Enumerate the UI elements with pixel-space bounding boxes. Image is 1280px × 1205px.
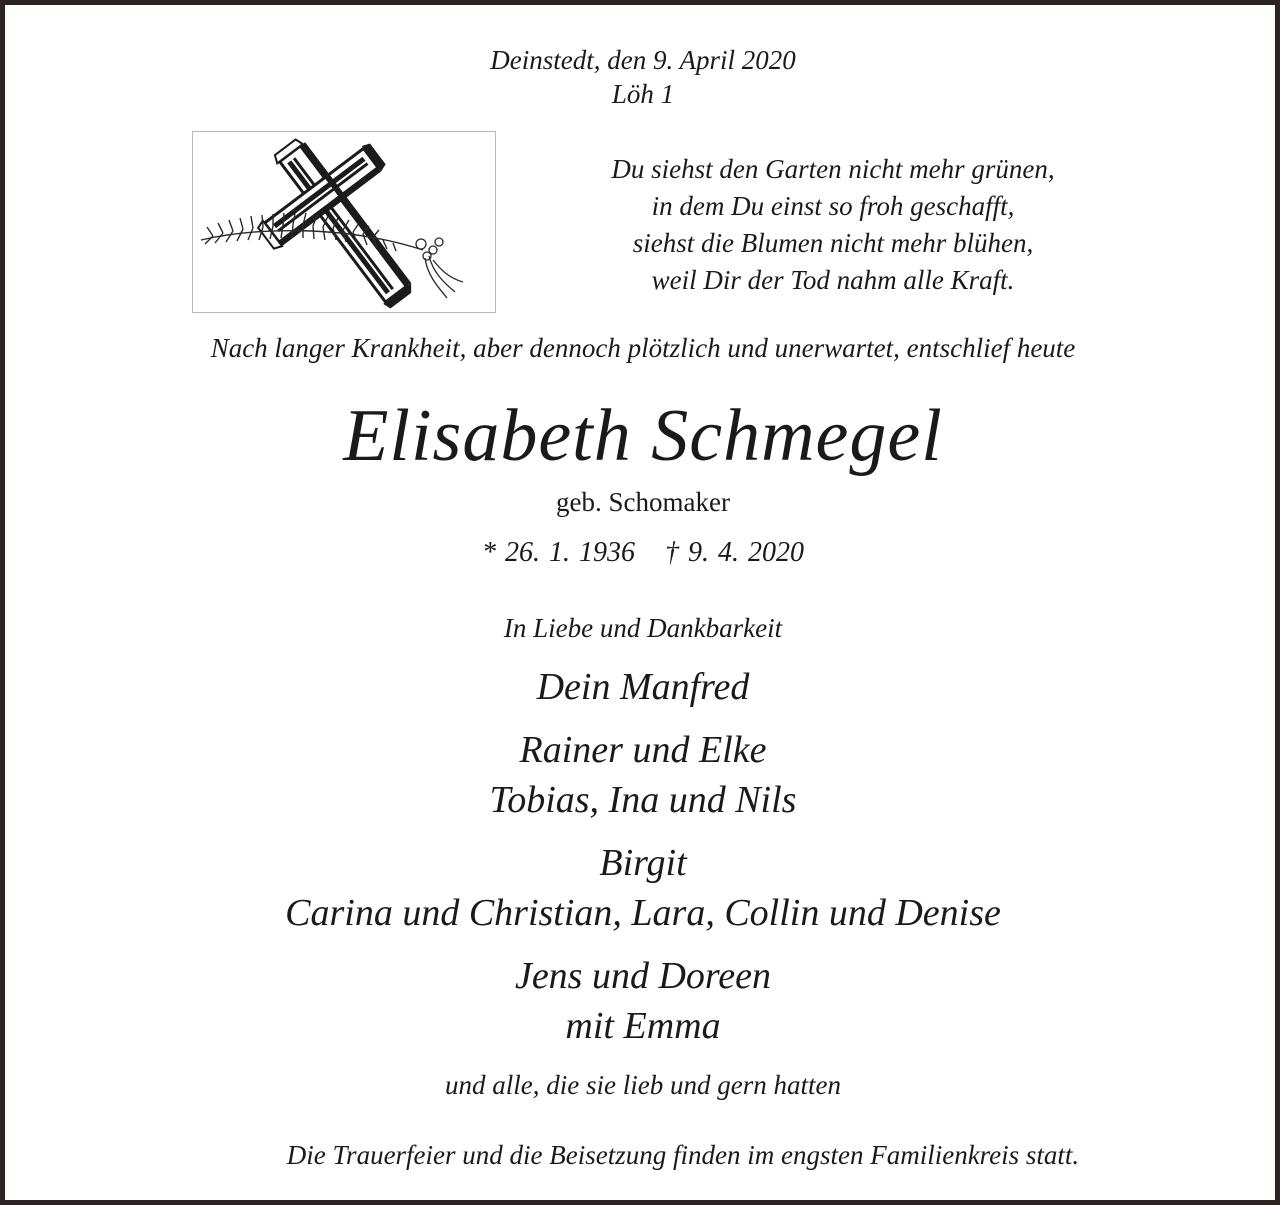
poem-line: in dem Du einst so froh geschafft,: [651, 191, 1015, 221]
mourner-line: Carina und Christian, Lara, Collin und Denise: [285, 892, 1001, 934]
cross-with-palm-frond-icon: [192, 131, 496, 313]
mourner-line: Dein Manfred: [536, 666, 750, 708]
mourner-line: Jens und Doreen: [514, 955, 772, 997]
maiden-name: geb. Schomaker: [556, 487, 730, 517]
poem-line: weil Dir der Tod nahm alle Kraft.: [651, 265, 1015, 295]
poem-line: siehst die Blumen nicht mehr blühen,: [632, 228, 1034, 258]
death-date: † 9. 4. 2020: [665, 537, 804, 568]
poem-line: Du siehst den Garten nicht mehr grünen,: [611, 154, 1055, 184]
mourner-line: Tobias, Ina und Nils: [489, 779, 797, 821]
intro-text: Nach langer Krankheit, aber dennoch plötzlich und unerwartet, entschlief heute: [210, 333, 1076, 363]
mourner-line: Birgit: [599, 842, 687, 884]
life-dates: [5, 536, 1280, 570]
cross-illustration: [193, 132, 495, 312]
deceased-name: Elisabeth Schmegel: [343, 395, 943, 477]
address: Löh 1: [611, 79, 675, 109]
love-line: In Liebe und Dankbarkeit: [503, 613, 783, 643]
place-date: Deinstedt, den 9. April 2020: [490, 45, 796, 75]
closing-note: Die Trauerfeier und die Beisetzung finden im engsten Familienkreis statt.: [286, 1140, 1080, 1170]
mourner-line: mit Emma: [565, 1005, 721, 1047]
others-line: und alle, die sie lieb und gern hatten: [445, 1070, 841, 1100]
poem: [543, 151, 1123, 299]
birth-date: * 26. 1. 1936: [482, 537, 635, 568]
mourner-line: Rainer und Elke: [519, 729, 767, 771]
